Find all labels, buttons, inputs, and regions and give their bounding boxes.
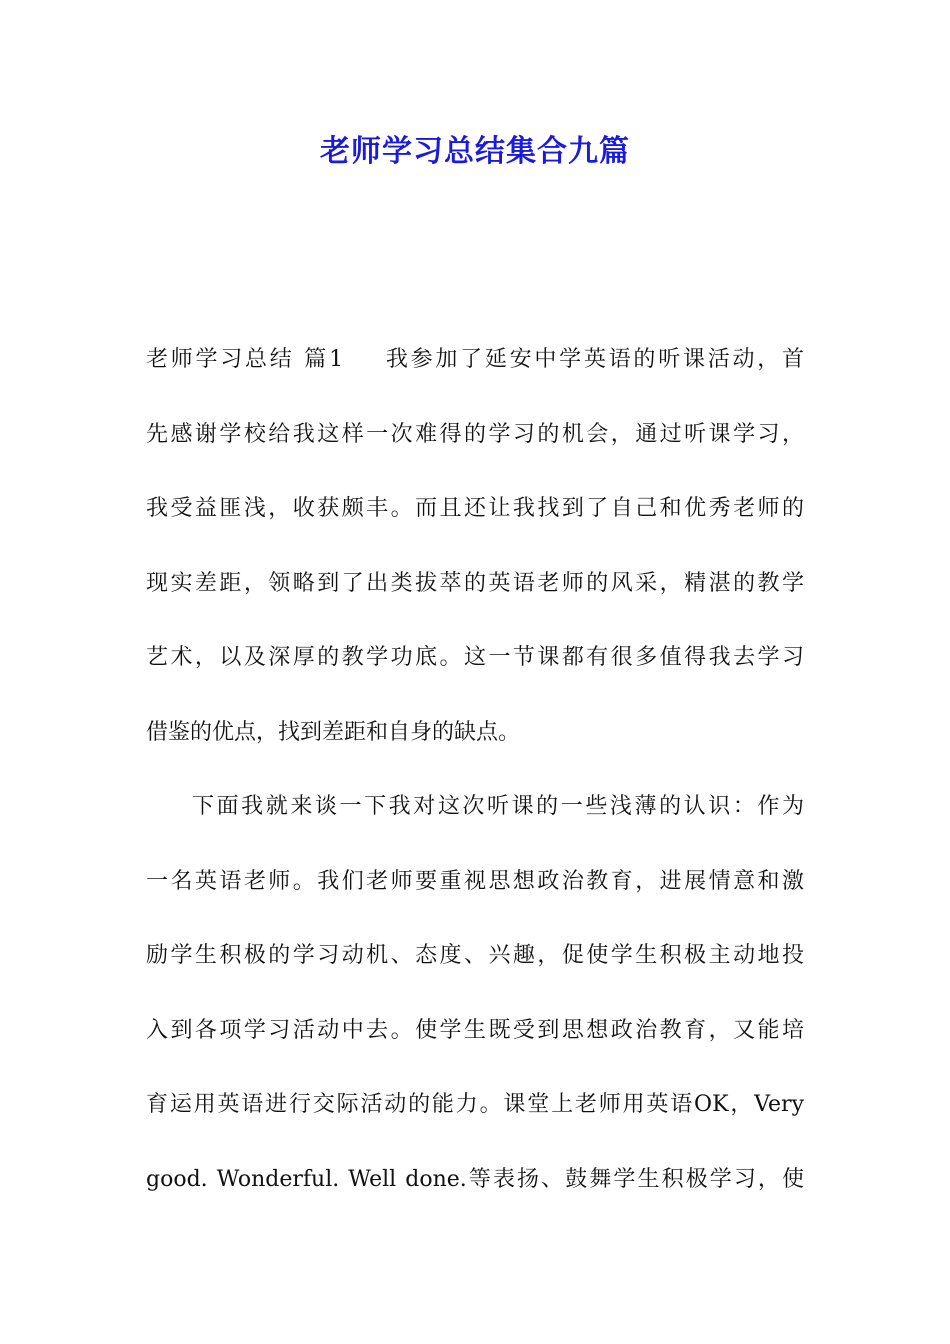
text-line: 育运用英语进行交际活动的能力。课堂上老师用英语OK，Very xyxy=(146,1092,804,1117)
text-line: 我受益匪浅，收获颇丰。而且还让我找到了自己和优秀老师的 xyxy=(146,496,804,521)
text-line: 先感谢学校给我这样一次难得的学习的机会，通过听课学习， xyxy=(146,421,804,447)
text-line: good. Wonderful. Well done.等表扬、鼓舞学生积极学习，使 xyxy=(146,1166,804,1192)
text-line: 一名英语老师。我们老师要重视思想政治教育，进展情意和激 xyxy=(146,868,804,894)
text-line: 现实差距，领略到了出类拔萃的英语老师的风采，精湛的教学 xyxy=(146,570,804,596)
document-body xyxy=(146,338,804,1232)
text-line: 借鉴的优点，找到差距和自身的缺点。 xyxy=(146,719,521,745)
text-line-segment: 我参加了延安中学英语的听课活动，首 xyxy=(383,347,804,372)
text-line: 艺术，以及深厚的教学功底。这一节课都有很多值得我去学习 xyxy=(146,645,804,670)
text-line: 下面我就来谈一下我对这次听课的一些浅薄的认识：作为 xyxy=(192,794,804,819)
text-line: 入到各项学习活动中去。使学生既受到思想政治教育，又能培 xyxy=(146,1017,804,1043)
document-title: 老师学习总结集合九篇 xyxy=(320,134,630,169)
text-line: 励学生积极的学习动机、态度、兴趣，促使学生积极主动地投 xyxy=(146,943,804,968)
section-heading: 老师学习总结 篇1 xyxy=(146,347,344,372)
text-line xyxy=(146,338,804,413)
